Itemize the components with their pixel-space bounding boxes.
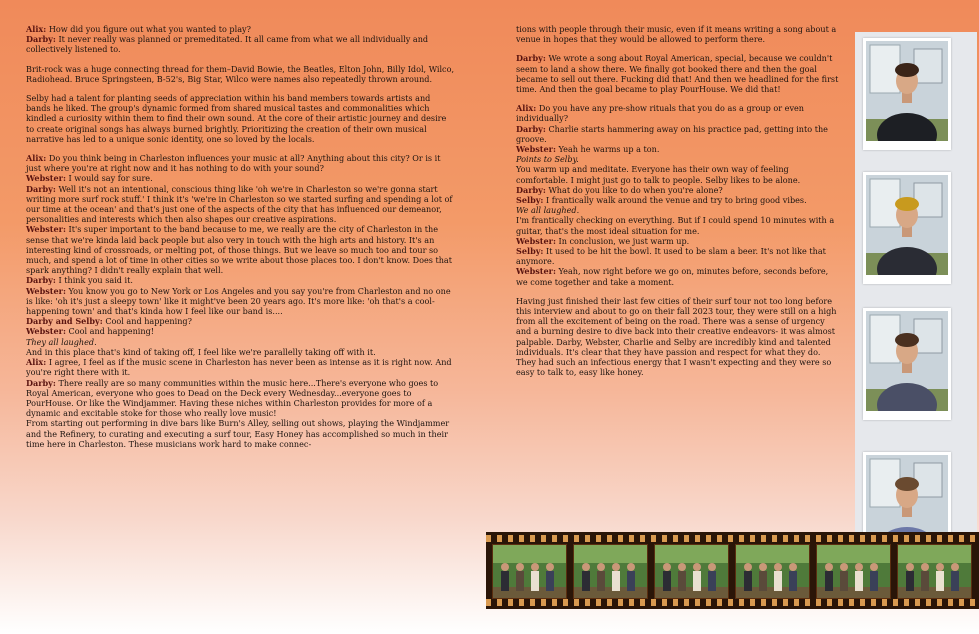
dialogue-line [26,224,456,275]
paragraph [516,103,842,287]
left-text-column [26,24,456,458]
line-text: Cool and happening! [68,326,155,337]
portrait-photo-webster [863,172,951,284]
line-text: I would say for sure. [68,173,153,184]
narrative-text [516,296,842,378]
speaker-name: Webster: [26,326,66,337]
line-text: Points to Selby. [516,154,579,165]
dialogue-line [516,266,842,286]
dialogue-line [26,286,456,317]
film-frame-photo [897,544,972,599]
line-text: I'm frantically checking on everything. But if I could spend 10 minutes with a guitar, that's the most ideal situation for me. [516,215,835,236]
line-text: It's super important to the band because to me, we really are the city of Charleston in the sense that we're kinda laid back people but also very in touch with the high arts and history. It's an interesting kind of crossroads, or melting pot, of those things. But we leave so much too and tour so much, and spend a lot of time in other cities so we write about those places too. I don't know. Does that spark anything? I didn't really explain that well. [26,224,453,276]
narrative-text [516,215,842,235]
line-text: Do you have any pre-show rituals that you do as a group or even individually? [516,103,805,124]
narrative-text [516,164,842,184]
stage-direction [516,154,842,164]
line-text: Brit-rock was a huge connecting thread for them–David Bowie, the Beatles, Elton John, Billy Idol, Wilco, Radiohead. Bruce Springsteen, B-52's, Big Star, Wilco were names also repeatedly thrown around. [26,63,455,84]
speaker-name: Darby: [26,377,56,388]
narrative-text [26,418,456,449]
line-text: Having just finished their last few cities of their surf tour not too long before this interview and about to go on their fall 2023 tour, they were still on a high from all the excitement of being on the road. There was a sense of urgency and a burning desire to dive back into their creative endeavors- it was almost palpable. Darby, Webster, Charlie and Selby are incredibly kind and talented individuals. It's clear that they have passion and respect for what they do. They had such an infectious energy that I wasn't expecting and they were so easy to talk to, easy like honey. [516,295,837,378]
narrative-text [516,24,842,44]
speaker-name: Webster: [26,173,66,184]
speaker-name: Alix: [26,153,47,164]
line-text: You warm up and meditate. Everyone has their own way of feeling comfortable. I might just go to talk to people. Selby likes to be alone. [516,164,801,185]
line-text: In conclusion, we just warm up. [558,235,690,246]
dialogue-line [26,378,456,419]
paragraph [516,296,842,378]
narrative-text [26,93,456,144]
line-text: I agree, I feel as if the music scene in Charleston has never been as intense as it is right now. And you're right there with it. [26,357,452,378]
film-frame-photo [735,544,810,599]
dialogue-line [516,246,842,266]
speaker-name: Webster: [26,285,66,296]
dialogue-line [26,184,456,225]
paragraph [26,93,456,144]
dialogue-line [516,124,842,144]
dialogue-line [26,357,456,377]
speaker-name: Darby: [26,275,56,286]
line-text: Yeah, now right before we go on, minutes before, seconds before, we come together and take a moment. [516,266,829,287]
line-text: Well it's not an intentional, conscious thing like 'oh we're in Charleston so we're gonna start writing more surf rock stuff.' I think it's 'we're in Charleston so we started surfing and spending a lot of our time at the ocean' and that's just one of the aspects of the city that has influenced our demeanor, personalities and interests which then also shapes our creative aspirations. [26,183,453,225]
dialogue-line [516,144,842,154]
line-text: Charlie starts hammering away on his practice pad, getting into the groove. [516,123,828,144]
line-text: Yeah he warms up a ton. [558,144,660,155]
dialogue-line [26,153,456,173]
narrative-text [26,64,456,84]
speaker-name: Webster: [516,144,556,155]
film-frame-photo [573,544,648,599]
dialogue-line [516,236,842,246]
film-frame-photo [816,544,891,599]
film-frame-photo [492,544,567,599]
speaker-name: Webster: [516,266,556,277]
film-perforations-top [486,535,979,542]
dialogue-line [516,195,842,205]
line-text: There really are so many communities within the music here...There's everyone who goes to Royal American, everyone who goes to Dead on the Deck every Wednesday...everyone goes to PourHouse. Or like the Windjammer. Having these niches within Charleston provides for more of a dynamic and excitable stoke for those who really love music! [26,377,439,419]
dialogue-line [516,103,842,123]
line-text: It never really was planned or premeditated. It all came from what we all individually and collectively listened to. [26,34,429,55]
paragraph [26,153,456,449]
film-strip [486,532,979,609]
line-text: You know you go to New York or Los Angeles and you say you're from Charleston and no one is like: 'oh it's just a sleepy town' like it might've been 20 years ago. It's more like: 'oh that's a cool-happening town' and that's kinda how I feel like our band is.... [26,285,451,317]
line-text: We all laughed. [516,205,580,216]
line-text: From starting out performing in dive bars like Burn's Alley, selling out shows, playing the Windjammer and the Refinery, to curating and executing a surf tour, Easy Honey has accomplished so much in their time here in Charleston. These musicians work hard to make connec- [26,418,450,449]
line-text: I think you said it. [58,275,133,286]
speaker-name: Darby: [26,183,56,194]
line-text: They all laughed. [26,336,97,347]
line-text: How did you figure out what you wanted to play? [48,24,251,34]
speaker-name: Darby: [516,53,546,64]
speaker-name: Darby: [516,184,546,195]
dialogue-line [26,275,456,285]
paragraph [516,24,842,44]
speaker-name: Alix: [26,357,47,368]
speaker-name: Selby: [516,246,544,257]
line-text: We wrote a song about Royal American, special, because we couldn't seem to land a show there. We finally got booked there and then the goal became to sell out there. Fucking did that! And then we headlined for the first time. And then the goal became to play PourHouse. We did that! [516,53,839,95]
speaker-name: Darby and Selby: [26,316,103,327]
dialogue-line [26,326,456,336]
speaker-name: Selby: [516,195,544,206]
line-text: It used to be hit the bowl. It used to be slam a beer. It's not like that anymore. [516,246,826,267]
speaker-name: Darby: [26,34,56,45]
portrait-photo-darby [863,38,951,150]
line-text: Do you think being in Charleston influences your music at all? Anything about this city? Or is it just where you're at right now and it has nothing to do with your sound? [26,153,441,174]
stage-direction [516,205,842,215]
line-text: What do you like to do when you're alone? [548,184,723,195]
line-text: And in this place that's kind of taking off, I feel like we're parallelly taking off with it. [26,346,376,357]
speaker-name: Alix: [516,103,537,114]
dialogue-line [26,24,456,34]
paragraph [26,24,456,55]
narrative-text [26,347,456,357]
speaker-name: Alix: [26,24,47,34]
line-text: tions with people through their music, even if it means writing a song about a venue in hopes that they would be allowed to perform there. [516,24,837,45]
stage-direction [26,337,456,347]
speaker-name: Webster: [26,224,66,235]
line-text: Selby had a talent for planting seeds of appreciation within his band members towards artists and bands he liked. The group's dynamic formed from shared musical tastes and commonalities which kindled a curiosity within them to find their own sound. At the core of their artistic journey and desire to create original songs has always burned brightly. Prioritizing the creation of their own musical narrative has led to a unique sonic identity, one so loved by the locals. [26,93,447,144]
dialogue-line [516,53,842,94]
film-frame-photo [654,544,729,599]
dialogue-line [26,173,456,183]
paragraph [516,53,842,94]
speaker-name: Darby: [516,123,546,134]
photo-booth-strip [855,32,977,588]
dialogue-line [26,316,456,326]
film-perforations-bottom [486,599,979,606]
speaker-name: Webster: [516,235,556,246]
dialogue-line [516,185,842,195]
dialogue-line [26,34,456,54]
paragraph [26,64,456,84]
line-text: I frantically walk around the venue and try to bring good vibes. [546,195,807,206]
right-text-column [516,24,842,387]
line-text: Cool and happening? [105,316,192,327]
portrait-photo-charlie [863,308,951,420]
